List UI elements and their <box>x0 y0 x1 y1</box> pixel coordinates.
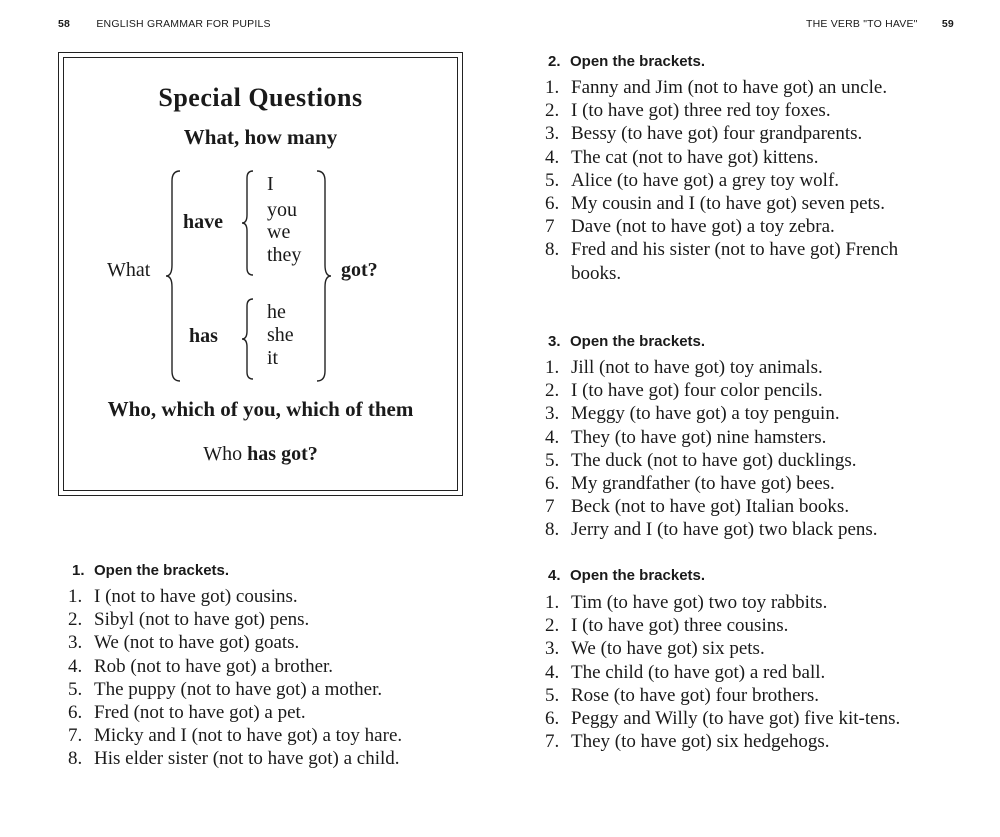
item-number: 6. <box>545 193 560 215</box>
list-item <box>545 518 965 541</box>
item-number: 2. <box>68 609 83 631</box>
page-number-left: 58 <box>58 18 71 30</box>
box-pronoun-you: you <box>267 199 297 221</box>
box-pronoun-they: they <box>267 244 302 266</box>
list-item <box>68 747 488 770</box>
item-text: His elder sister (not to have got) a child. <box>94 748 400 770</box>
box-pronoun-we: we <box>267 221 291 243</box>
box-who-has-got <box>59 443 462 466</box>
box-got: got? <box>341 259 378 281</box>
item-number: 8. <box>68 748 83 770</box>
item-number: 3. <box>545 403 560 425</box>
item-text: We (not to have got) goats. <box>94 632 300 654</box>
list-item <box>68 631 488 654</box>
item-number: 3. <box>68 632 83 654</box>
exercise-1-title: Open the brackets. <box>94 562 230 579</box>
list-item <box>545 472 965 495</box>
list-item <box>545 449 965 472</box>
list-item <box>545 356 965 379</box>
item-text: Rose (to have got) four brothers. <box>571 684 819 706</box>
list-item <box>68 724 488 747</box>
right-page <box>500 0 1000 837</box>
exercise-1-heading <box>72 562 229 579</box>
item-text: The cat (not to have got) kittens. <box>571 146 819 168</box>
item-number: 7 <box>545 496 555 518</box>
list-item <box>545 146 947 169</box>
list-item <box>545 661 947 684</box>
box-title: Special Questions <box>158 83 363 112</box>
item-number: 1. <box>545 592 560 613</box>
outer-left-brace <box>164 169 184 383</box>
item-number: 4. <box>545 661 560 683</box>
list-item <box>545 591 947 614</box>
item-number: 7. <box>68 725 83 747</box>
box-pronoun-it: it <box>267 347 279 369</box>
item-number: 2. <box>545 615 560 637</box>
item-text: They (to have got) nine hamsters. <box>571 426 827 448</box>
running-head-right <box>806 18 954 30</box>
list-item <box>545 99 947 122</box>
item-text: Sibyl (not to have got) pens. <box>94 609 310 631</box>
item-text: The child (to have got) a red ball. <box>571 661 826 683</box>
list-item <box>545 76 947 99</box>
item-text: I (to have got) three cousins. <box>571 615 789 637</box>
exercise-4-list <box>545 591 947 753</box>
exercise-2-heading <box>548 53 705 70</box>
list-item <box>68 608 488 631</box>
item-text: Jerry and I (to have got) two black pens. <box>571 519 878 541</box>
box-pronoun-she: she <box>267 324 294 346</box>
item-number: 7. <box>545 731 560 753</box>
exercise-4-title: Open the brackets. <box>570 567 706 584</box>
item-text: Meggy (to have got) a toy penguin. <box>571 403 840 425</box>
exercise-3-number: 3. <box>548 333 561 350</box>
item-text: Bessy (to have got) four grandparents. <box>571 123 863 145</box>
box-has: has <box>189 325 218 347</box>
item-number: 2. <box>545 380 560 402</box>
item-number: 2. <box>545 100 560 122</box>
item-number: 5. <box>545 449 560 471</box>
running-head-left <box>58 18 271 30</box>
exercise-2-list <box>545 76 947 285</box>
item-number: 8. <box>545 519 560 541</box>
exercise-1-number: 1. <box>72 562 85 579</box>
exercise-2-number: 2. <box>548 53 561 70</box>
item-text: Fred and his sister (not to have got) French books. <box>571 239 899 284</box>
item-text: The puppy (not to have got) a mother. <box>94 678 383 700</box>
list-item <box>545 238 947 284</box>
item-number: 3. <box>545 123 560 145</box>
box-subtitle: What, how many <box>183 125 338 149</box>
item-text: My grandfather (to have got) bees. <box>571 473 835 495</box>
exercise-3-heading <box>548 333 705 350</box>
exercise-2-title: Open the brackets. <box>570 53 706 70</box>
box-who-line: Who, which of you, which of them <box>107 397 414 421</box>
list-item <box>545 192 947 215</box>
have-left-brace <box>240 169 256 277</box>
item-number: 8. <box>545 239 560 261</box>
item-text: Tim (to have got) two toy rabbits. <box>571 592 828 613</box>
item-text: Micky and I (not to have got) a toy hare. <box>94 725 403 747</box>
item-text: I (to have got) four color pencils. <box>571 380 823 402</box>
exercise-3-title: Open the brackets. <box>570 333 706 350</box>
list-item <box>68 701 488 724</box>
outer-right-brace <box>313 169 333 383</box>
list-item <box>545 169 947 192</box>
item-text: I (to have got) three red toy foxes. <box>571 100 831 122</box>
special-questions-box <box>58 52 463 496</box>
list-item <box>545 215 947 238</box>
item-number: 5. <box>545 169 560 191</box>
item-number: 1. <box>545 77 560 98</box>
item-text: Rob (not to have got) a brother. <box>94 655 334 677</box>
item-number: 6. <box>545 708 560 730</box>
list-item <box>545 495 965 518</box>
box-who-has-got-bold: has got? <box>247 443 318 465</box>
box-pronoun-i: I <box>267 173 274 195</box>
item-number: 5. <box>545 684 560 706</box>
item-number: 6. <box>545 473 560 495</box>
item-text: My cousin and I (to have got) seven pets. <box>571 193 885 215</box>
item-number: 1. <box>545 357 560 378</box>
item-number: 5. <box>68 678 83 700</box>
list-item <box>545 684 947 707</box>
item-number: 6. <box>68 702 83 724</box>
list-item <box>545 730 947 753</box>
item-number: 1. <box>68 586 83 607</box>
item-number: 4. <box>545 426 560 448</box>
item-number: 4. <box>545 146 560 168</box>
item-text: Peggy and Willy (to have got) five kit-tens. <box>571 708 901 730</box>
item-text: Alice (to have got) a grey toy wolf. <box>571 169 840 191</box>
has-left-brace <box>240 297 256 381</box>
exercise-1-list <box>68 585 488 771</box>
box-what: What <box>107 259 151 281</box>
page-number-right: 59 <box>941 18 954 30</box>
list-item <box>545 402 965 425</box>
list-item <box>68 655 488 678</box>
list-item <box>545 122 947 145</box>
item-text: Fred (not to have got) a pet. <box>94 702 306 724</box>
list-item <box>545 637 947 660</box>
item-text: We (to have got) six pets. <box>571 638 765 660</box>
box-have: have <box>183 211 223 233</box>
item-text: Dave (not to have got) a toy zebra. <box>571 216 835 238</box>
item-text: I (not to have got) cousins. <box>94 586 298 607</box>
box-pronoun-he: he <box>267 301 286 323</box>
box-who-prefix: Who <box>203 443 243 465</box>
item-number: 4. <box>68 655 83 677</box>
list-item <box>68 585 488 608</box>
item-text: Fanny and Jim (not to have got) an uncle. <box>571 77 888 98</box>
running-title-left: ENGLISH GRAMMAR FOR PUPILS <box>96 18 271 30</box>
list-item <box>68 678 488 701</box>
item-number: 3. <box>545 638 560 660</box>
item-text: The duck (not to have got) ducklings. <box>571 449 857 471</box>
item-text: Jill (not to have got) toy animals. <box>571 357 823 378</box>
exercise-3-list <box>545 356 965 542</box>
item-number: 7 <box>545 216 555 238</box>
list-item <box>545 614 947 637</box>
list-item <box>545 426 965 449</box>
running-title-right: THE VERB "TO HAVE" <box>806 18 918 30</box>
list-item <box>545 707 947 730</box>
list-item <box>545 379 965 402</box>
exercise-4-heading <box>548 567 705 584</box>
item-text: Beck (not to have got) Italian books. <box>571 496 850 518</box>
exercise-4-number: 4. <box>548 567 561 584</box>
item-text: They (to have got) six hedgehogs. <box>571 731 830 753</box>
